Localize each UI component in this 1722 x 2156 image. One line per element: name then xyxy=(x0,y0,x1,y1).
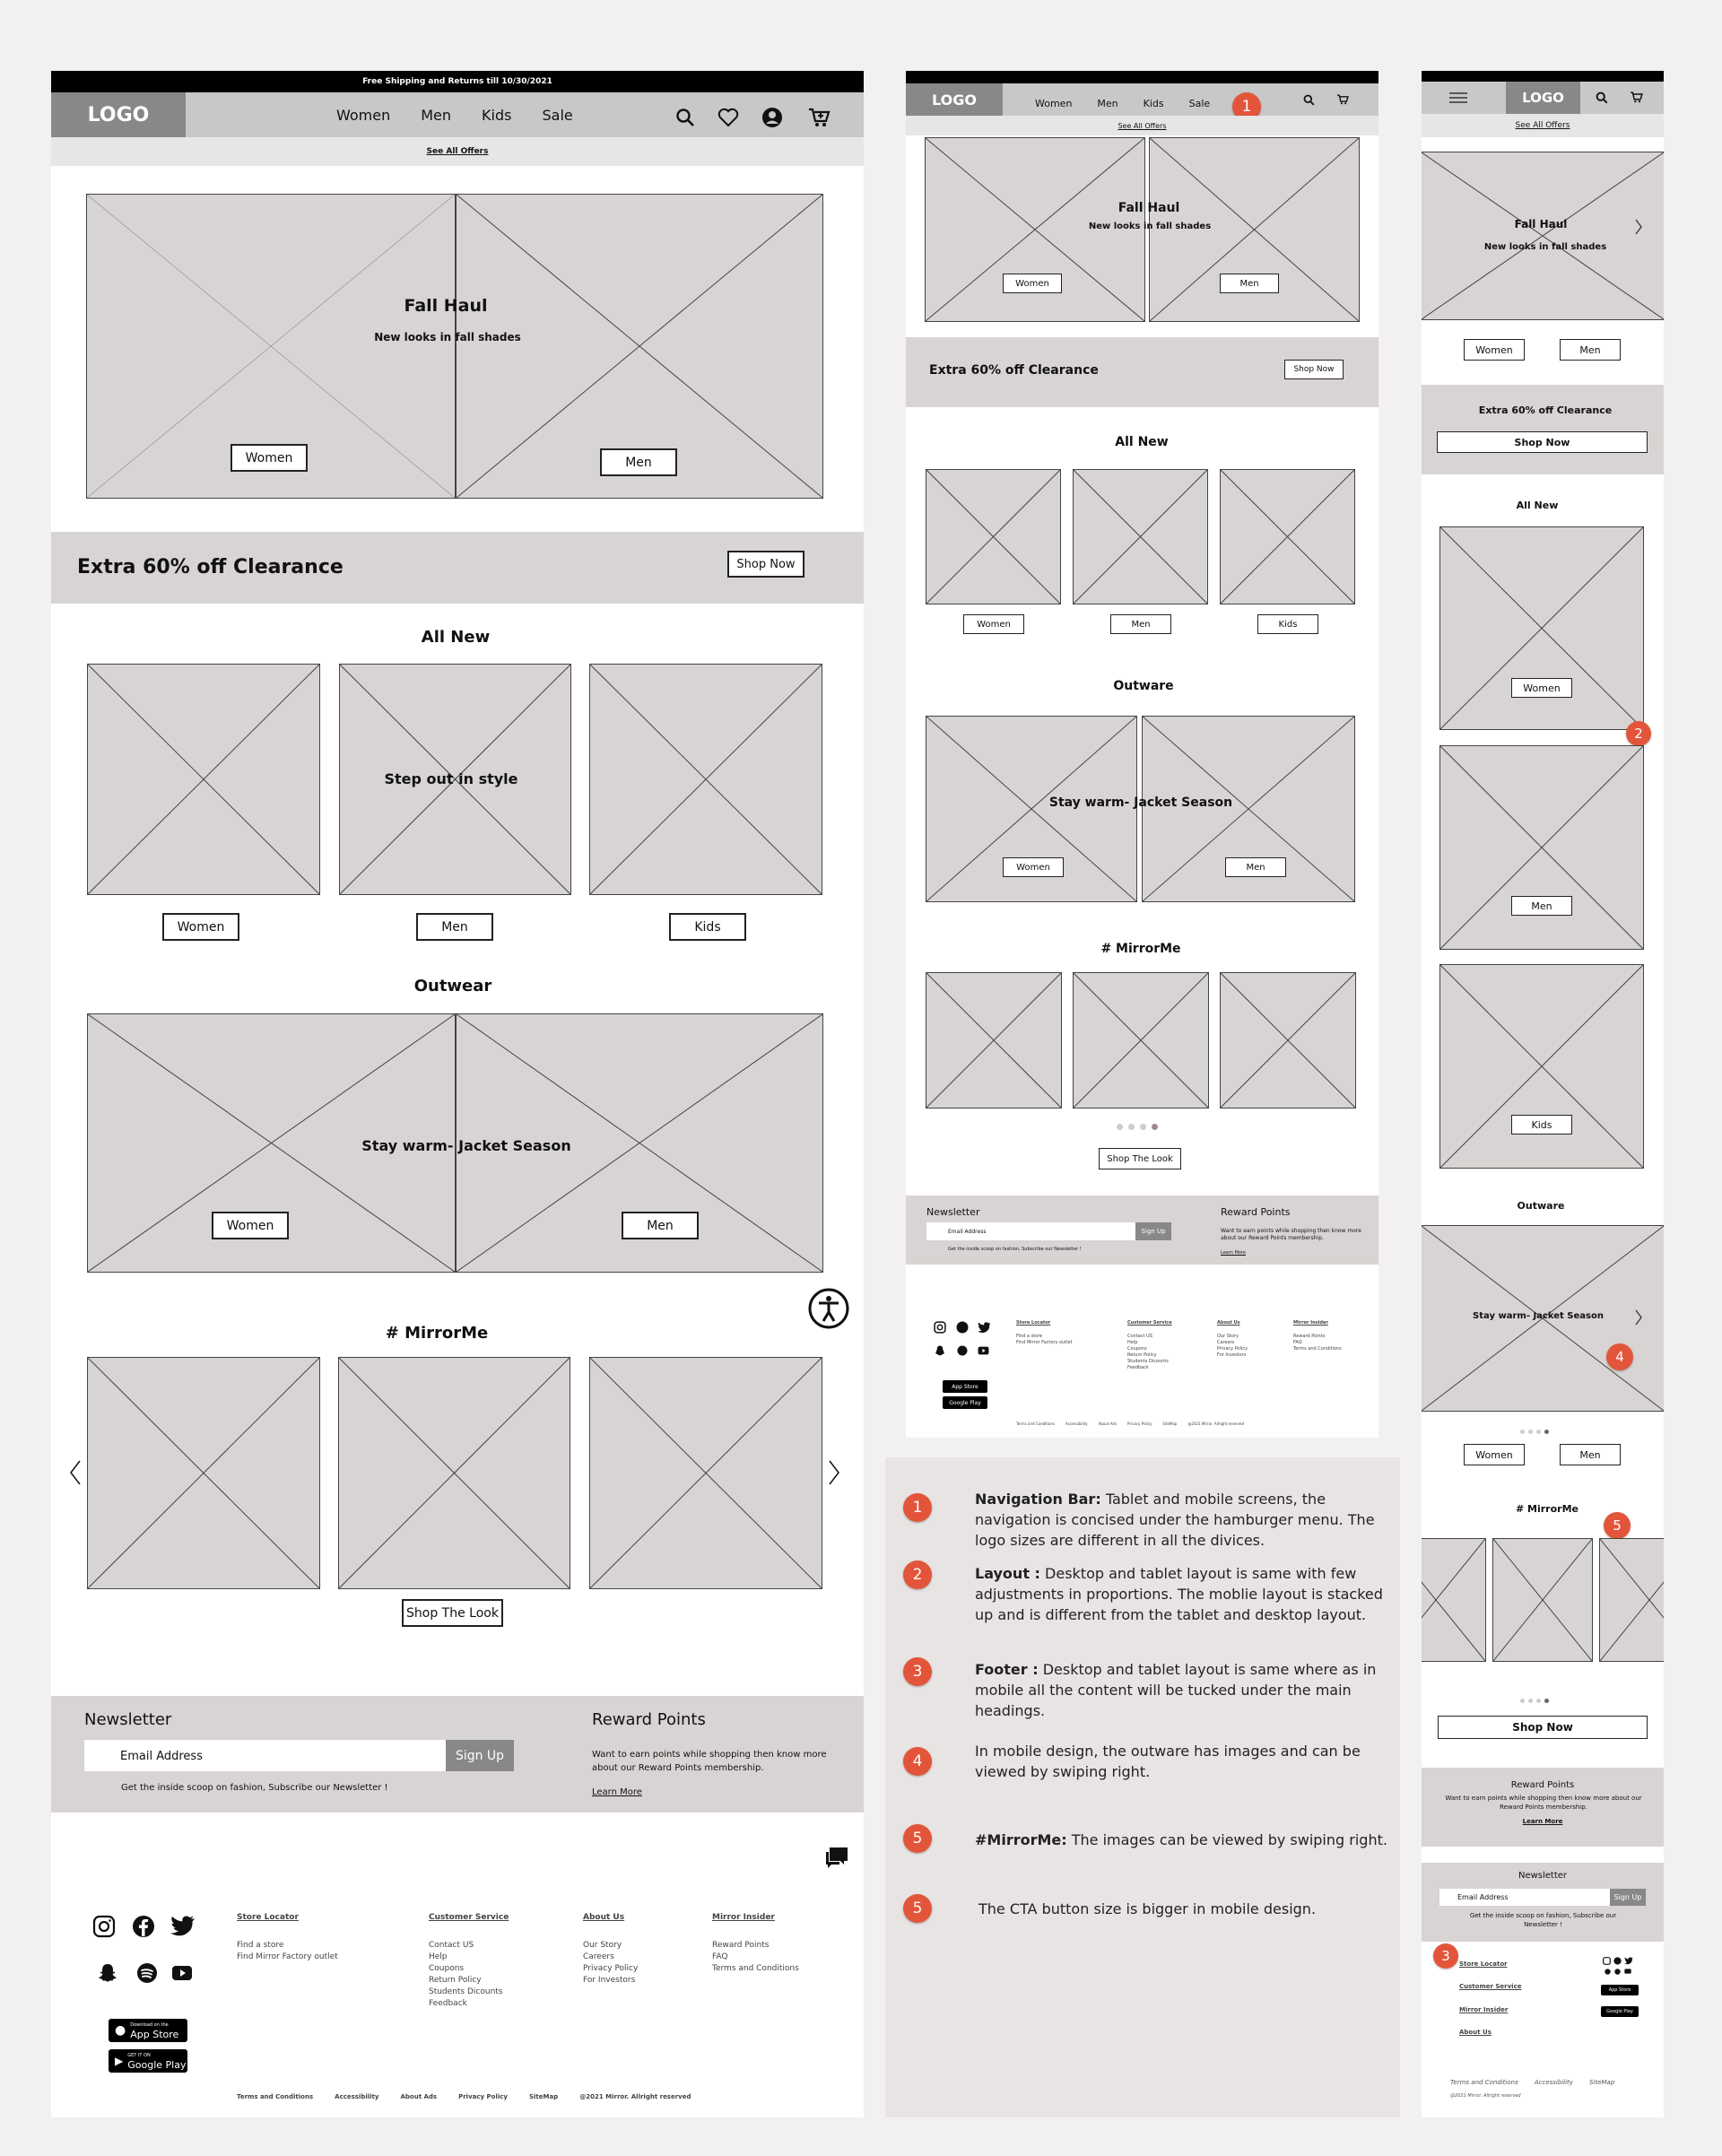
tablet-reward-text: Want to earn points while shopping then know more about our Reward Points membership. xyxy=(1221,1228,1361,1241)
footer-link[interactable]: Help xyxy=(429,1952,448,1961)
mobile-mirrorme-image-3 xyxy=(1599,1538,1664,1662)
tablet-footer-store-links xyxy=(1016,1334,1073,1346)
mobile-footer-about-us[interactable]: About Us xyxy=(1459,2029,1492,2036)
see-all-offers-link[interactable]: See All Offers xyxy=(1118,121,1167,130)
footer-link[interactable]: Careers xyxy=(583,1952,614,1961)
mobile-all-new-heading: All New xyxy=(1516,500,1559,511)
mobile-logo[interactable]: LOGO xyxy=(1506,82,1580,114)
note-badge-3: 3 xyxy=(1433,1943,1458,1969)
mobile-women-button[interactable]: Women xyxy=(1511,678,1572,698)
mobile-search-icon[interactable] xyxy=(1596,91,1608,104)
tablet-all-new-image-1 xyxy=(926,469,1061,604)
note-6 xyxy=(978,1899,1409,1919)
tablet-google-play-badge[interactable]: Google Play xyxy=(943,1396,987,1409)
tablet-footer-about-us[interactable]: About Us xyxy=(1217,1320,1240,1326)
mobile-reward-text: Want to earn points while shopping then know more about our Reward Points membership. xyxy=(1445,1795,1642,1811)
tablet-hero-men-button[interactable]: Men xyxy=(1220,274,1279,293)
announcement-bar xyxy=(51,71,864,92)
app-store-label: App Store xyxy=(130,2028,179,2040)
mobile-mirrorme-shop-now-button[interactable]: Shop Now xyxy=(1438,1716,1648,1739)
tablet-mirrorme-image-1 xyxy=(926,972,1062,1108)
tablet-signup-button[interactable]: Sign Up xyxy=(1135,1222,1171,1240)
note-4-text: In mobile design, the outware has images and can be viewed by swiping right. xyxy=(975,1743,1361,1780)
mobile-hero-men-button[interactable]: Men xyxy=(1560,339,1621,361)
footer-link[interactable]: Feedback xyxy=(1127,1365,1149,1370)
note-3 xyxy=(975,1659,1405,1721)
reward-learn-more-link[interactable]: Learn More xyxy=(592,1787,642,1797)
mobile-shop-now-button[interactable]: Shop Now xyxy=(1437,431,1648,453)
spotify-icon[interactable] xyxy=(136,1962,158,1984)
tablet-kids-button[interactable]: Kids xyxy=(1257,614,1318,634)
bottom-link[interactable]: SiteMap xyxy=(1588,2079,1615,2086)
all-new-heading: All New xyxy=(421,628,491,647)
tablet-youtube-icon[interactable] xyxy=(978,1346,989,1355)
nav-men[interactable]: Men xyxy=(421,106,452,124)
mobile-outwear-men-button[interactable]: Men xyxy=(1560,1444,1621,1465)
mobile-clearance-banner xyxy=(1422,385,1664,474)
footer-link[interactable]: Reward Points xyxy=(712,1941,770,1950)
footer-mirror-insider-links xyxy=(712,1940,799,1975)
note-3-text: Desktop and tablet layout is same where as in mobile all the content will be tucked under the main headings. xyxy=(975,1661,1377,1719)
all-new-image-kids xyxy=(589,664,822,895)
instagram-icon[interactable] xyxy=(92,1915,116,1938)
mobile-app-store-badge[interactable]: App Store xyxy=(1601,1985,1639,1995)
tablet-reward-heading: Reward Points xyxy=(1221,1206,1291,1218)
mobile-outwear-dots[interactable] xyxy=(1518,1421,1551,1438)
tablet-hero-subtitle: New looks in fall shades xyxy=(1088,222,1212,231)
mobile-footer-mirror-insider[interactable]: Mirror Insider xyxy=(1459,2006,1509,2013)
mobile-outwear-overlay: Stay warm- Jacket Season xyxy=(1473,1311,1604,1321)
hero-women-button[interactable]: Women xyxy=(230,444,308,472)
tablet-mirrorme-heading: # MirrorMe xyxy=(1100,942,1181,956)
note-3-title: Footer : xyxy=(975,1661,1039,1678)
mobile-all-new-image-men xyxy=(1439,745,1644,950)
see-all-offers-link[interactable]: See All Offers xyxy=(426,147,489,156)
footer-link[interactable]: Find Mirror Factory outlet xyxy=(237,1952,338,1961)
tablet-footer-customer-service[interactable]: Customer Service xyxy=(1127,1320,1172,1326)
note-badge-1: 1 xyxy=(1232,92,1261,121)
footer-mirror-insider-heading[interactable]: Mirror Insider xyxy=(712,1913,775,1922)
footer-link[interactable]: Reward Points xyxy=(1293,1334,1326,1339)
footer-link[interactable]: Terms and Conditions xyxy=(1293,1346,1342,1352)
mobile-copyright: @2021 Mirror. Allright reserved xyxy=(1450,2093,1521,2099)
note-5-text: The images can be viewed by swiping right. xyxy=(1071,1831,1387,1848)
tablet-footer-about-links xyxy=(1217,1334,1248,1359)
note-badge-3: 3 xyxy=(903,1657,932,1686)
footer-link[interactable]: Return Policy xyxy=(429,1976,482,1985)
bottom-link[interactable]: Terms and Conditions xyxy=(1450,2079,1518,2086)
note-1-title: Navigation Bar: xyxy=(975,1491,1101,1508)
clearance-text: Extra 60% off Clearance xyxy=(77,556,344,578)
outwear-heading: Outwear xyxy=(413,977,492,995)
mobile-facebook-icon[interactable] xyxy=(1613,1957,1622,1965)
nav-kids[interactable]: Kids xyxy=(1143,98,1164,109)
tablet-facebook-icon[interactable] xyxy=(956,1321,969,1334)
newsletter-caption: Get the inside scoop on fashion, Subscribe our Newsletter ! xyxy=(121,1783,388,1793)
tablet-reward-link[interactable]: Learn More xyxy=(1221,1250,1246,1256)
tablet-shop-now-button[interactable]: Shop Now xyxy=(1284,360,1344,379)
footer-link[interactable]: Return Policy xyxy=(1127,1352,1157,1358)
note-4 xyxy=(975,1741,1405,1782)
notes-panel xyxy=(885,1457,1400,2117)
mobile-google-play-badge[interactable]: Google Play xyxy=(1601,2006,1639,2017)
footer-link[interactable]: Students Dicounts xyxy=(429,1987,503,1996)
logo[interactable]: LOGO xyxy=(51,92,186,137)
tablet-hero-women-button[interactable]: Women xyxy=(1003,274,1062,293)
hero-men-button[interactable]: Men xyxy=(600,448,677,476)
tablet-mirrorme-image-3 xyxy=(1220,972,1356,1108)
app-store-small: Download on the xyxy=(130,2021,169,2028)
note-badge-2: 2 xyxy=(903,1560,932,1589)
footer-link[interactable]: For Investors xyxy=(583,1976,636,1985)
note-2-title: Layout : xyxy=(975,1565,1040,1582)
footer-link[interactable]: Coupons xyxy=(429,1964,465,1973)
note-2 xyxy=(975,1563,1405,1625)
all-new-men-button[interactable]: Men xyxy=(416,913,493,941)
hamburger-menu-icon[interactable] xyxy=(1449,91,1467,104)
footer-store-locator-heading[interactable]: Store Locator xyxy=(237,1913,299,1922)
tablet-all-new-heading: All New xyxy=(1115,435,1169,449)
tablet-frame xyxy=(906,71,1378,1438)
footer-link[interactable]: Our Story xyxy=(583,1941,622,1950)
footer-link[interactable]: Find Mirror Factory outlet xyxy=(1016,1340,1073,1345)
youtube-icon[interactable] xyxy=(171,1965,193,1981)
mirrorme-heading: # MirrorMe xyxy=(385,1324,489,1343)
mobile-reward-heading: Reward Points xyxy=(1510,1780,1575,1790)
tablet-twitter-icon[interactable] xyxy=(978,1322,991,1334)
tablet-app-store-badge[interactable]: App Store xyxy=(943,1380,987,1393)
mobile-mirrorme-image-1 xyxy=(1422,1538,1486,1662)
tablet-outwear-women-button[interactable]: Women xyxy=(1003,857,1064,877)
mobile-twitter-icon[interactable] xyxy=(1624,1957,1633,1965)
mobile-hero-next-icon[interactable] xyxy=(1634,218,1643,236)
mobile-kids-button[interactable]: Kids xyxy=(1511,1115,1572,1135)
tablet-search-icon[interactable] xyxy=(1303,94,1315,106)
snapchat-icon[interactable] xyxy=(98,1963,117,1983)
app-store-badge[interactable] xyxy=(109,2019,187,2042)
bottom-link[interactable]: Terms and Conditions xyxy=(1016,1421,1056,1426)
all-new-overlay-text: Step out in style xyxy=(384,770,518,787)
bottom-link[interactable]: Accessibility xyxy=(1065,1421,1088,1426)
mobile-hero-women-button[interactable]: Women xyxy=(1464,339,1525,361)
clearance-shop-now-button[interactable]: Shop Now xyxy=(727,551,804,578)
tablet-newsletter-heading: Newsletter xyxy=(926,1206,980,1218)
footer-link[interactable]: Contact US xyxy=(429,1941,474,1950)
main-nav xyxy=(336,92,573,137)
tablet-hero-title: Fall Haul xyxy=(1118,201,1180,215)
mobile-spotify-icon[interactable] xyxy=(1614,1969,1621,1975)
account-icon[interactable] xyxy=(761,107,783,128)
bottom-link[interactable]: Privacy Policy xyxy=(458,2093,508,2100)
mobile-youtube-icon[interactable] xyxy=(1624,1969,1631,1974)
reward-text: Want to earn points while shopping then know more about our Reward Points membership. xyxy=(592,1750,827,1773)
tablet-all-new-image-3 xyxy=(1220,469,1355,604)
footer-about-us-links xyxy=(583,1940,638,1986)
outwear-women-button[interactable]: Women xyxy=(212,1212,289,1239)
nav-kids[interactable]: Kids xyxy=(482,106,512,124)
play-icon: ▶ xyxy=(115,2055,124,2067)
apple-icon: ● xyxy=(115,2023,126,2038)
mobile-cart-icon[interactable] xyxy=(1630,91,1643,104)
footer-link[interactable]: Careers xyxy=(1217,1340,1235,1345)
bottom-link[interactable]: Terms and Conditions xyxy=(237,2093,314,2100)
note-badge-6: 5 xyxy=(903,1894,932,1923)
note-5 xyxy=(975,1830,1405,1850)
note-2-text: Desktop and tablet layout is same with few adjustments in proportions. The moblie layout is stacked up and is different from the tablet and desktop layout. xyxy=(975,1565,1383,1623)
tablet-offers-bar xyxy=(906,116,1378,135)
note-badge-4: 4 xyxy=(1606,1343,1633,1370)
carousel-prev-icon[interactable] xyxy=(69,1459,82,1486)
see-all-offers-link[interactable]: See All Offers xyxy=(1515,121,1570,130)
footer-link[interactable]: Our Story xyxy=(1217,1334,1239,1339)
carousel-next-icon[interactable] xyxy=(828,1459,840,1486)
mobile-top-bar xyxy=(1422,71,1664,82)
mobile-signup-button[interactable]: Sign Up xyxy=(1610,1889,1646,1906)
mobile-offers-bar xyxy=(1422,114,1664,137)
note-6-text: The CTA button size is bigger in mobile design. xyxy=(978,1900,1317,1917)
mobile-men-button[interactable]: Men xyxy=(1511,896,1572,916)
hero-subtitle: New looks in fall shades xyxy=(374,331,521,343)
tablet-footer-store-locator[interactable]: Store Locator xyxy=(1016,1320,1051,1326)
note-badge-5: 5 xyxy=(903,1824,932,1853)
note-badge-1: 1 xyxy=(903,1493,932,1522)
copyright: @2021 Mirror. Allright reserved xyxy=(579,2093,691,2100)
tablet-shop-the-look-button[interactable]: Shop The Look xyxy=(1099,1148,1181,1169)
note-badge-5: 5 xyxy=(1604,1512,1631,1539)
nav-women[interactable]: Women xyxy=(336,106,391,124)
tablet-newsletter-caption: Get the inside scoop on fashion, Subscribe our Newsletter ! xyxy=(948,1247,1082,1252)
bottom-link[interactable]: Privacy Policy xyxy=(1127,1421,1152,1426)
tablet-women-button[interactable]: Women xyxy=(963,614,1024,634)
google-play-badge[interactable] xyxy=(109,2049,187,2073)
tablet-outwear-overlay: Stay warm- Jacket Season xyxy=(1048,795,1233,810)
nav-sale[interactable]: Sale xyxy=(542,106,573,124)
desktop-frame xyxy=(51,71,864,2117)
footer-bottom-links xyxy=(237,2093,691,2100)
mobile-all-new-image-kids xyxy=(1439,964,1644,1169)
footer-link[interactable]: For Investors xyxy=(1217,1352,1247,1358)
tablet-snapchat-icon[interactable] xyxy=(935,1345,945,1356)
mobile-hero-title: Fall Haul xyxy=(1514,218,1568,230)
tablet-men-button[interactable]: Men xyxy=(1110,614,1171,634)
tablet-logo[interactable]: LOGO xyxy=(906,83,1003,116)
mobile-snapchat-icon[interactable] xyxy=(1605,1969,1611,1975)
copyright: @2021 Mirror. Allright reserved xyxy=(1187,1421,1245,1426)
mobile-mirrorme-heading: # MirrorMe xyxy=(1515,1503,1579,1515)
bottom-link[interactable]: Accessibility xyxy=(335,2093,379,2100)
mobile-outwear-next-icon[interactable] xyxy=(1634,1308,1643,1326)
footer-link[interactable]: Contact US xyxy=(1127,1334,1152,1339)
nav-sale[interactable]: Sale xyxy=(1188,98,1211,109)
reward-heading: Reward Points xyxy=(592,1710,706,1729)
mobile-frame xyxy=(1422,71,1664,2117)
footer-customer-service-heading[interactable]: Customer Service xyxy=(429,1913,509,1922)
tablet-spotify-icon[interactable] xyxy=(957,1345,968,1356)
tablet-footer-mirror-insider[interactable]: Mirror Insider xyxy=(1293,1320,1328,1326)
tablet-top-bar xyxy=(906,71,1378,83)
mobile-outwear-women-button[interactable]: Women xyxy=(1464,1444,1525,1465)
tablet-email-input[interactable]: Email Address xyxy=(926,1222,1137,1240)
mobile-all-new-image-women xyxy=(1439,526,1644,730)
tablet-outware-heading: Outware xyxy=(1113,679,1174,693)
tablet-instagram-icon[interactable] xyxy=(934,1321,946,1334)
mirrorme-image-1 xyxy=(87,1357,320,1589)
all-new-kids-button[interactable]: Kids xyxy=(669,913,746,941)
announcement-text: Free Shipping and Returns till 10/30/2021 xyxy=(362,77,552,86)
mobile-footer-bottom-links xyxy=(1450,2079,1614,2086)
tablet-clearance-text: Extra 60% off Clearance xyxy=(929,363,1099,378)
mobile-email-input[interactable]: Email Address xyxy=(1439,1889,1613,1906)
note-1 xyxy=(975,1489,1405,1551)
hero-title: Fall Haul xyxy=(404,296,488,316)
mobile-hero-image xyxy=(1422,152,1664,320)
newsletter-email-input[interactable]: Email Address xyxy=(84,1740,446,1771)
mobile-mirrorme-image-2 xyxy=(1492,1538,1593,1662)
mobile-mirrorme-dots[interactable] xyxy=(1518,1690,1551,1707)
bottom-link[interactable]: SiteMap xyxy=(1162,1421,1178,1426)
footer-link[interactable]: Privacy Policy xyxy=(583,1964,639,1973)
footer-link[interactable]: Help xyxy=(1127,1340,1138,1345)
mobile-footer-customer-service[interactable]: Customer Service xyxy=(1459,1983,1522,1990)
tablet-footer-bottom-links xyxy=(1016,1421,1244,1426)
footer-store-locator-links xyxy=(237,1940,338,1963)
note-1-text: Tablet and mobile screens, the navigation is concised under the hamburger menu. The logo sizes are different in all the divices. xyxy=(975,1491,1375,1549)
tablet-cart-icon[interactable] xyxy=(1336,93,1349,106)
outwear-overlay-text: Stay warm- Jacket Season xyxy=(361,1137,571,1154)
cart-icon[interactable] xyxy=(807,107,831,128)
mobile-reward-link[interactable]: Learn More xyxy=(1522,1818,1563,1825)
tablet-mirrorme-image-2 xyxy=(1073,972,1209,1108)
footer-link[interactable]: FAQ xyxy=(1293,1340,1302,1345)
shop-the-look-button[interactable]: Shop The Look xyxy=(402,1599,503,1627)
bottom-link[interactable]: About Ads xyxy=(1098,1421,1118,1426)
twitter-icon[interactable] xyxy=(170,1916,196,1937)
tablet-carousel-dots[interactable] xyxy=(1114,1117,1161,1134)
footer-link[interactable]: Feedback xyxy=(429,1999,467,2008)
mobile-outware-heading: Outware xyxy=(1517,1200,1565,1212)
google-play-label: Google Play xyxy=(127,2058,187,2071)
mirrorme-image-3 xyxy=(589,1357,822,1589)
mirrorme-image-2 xyxy=(338,1357,570,1589)
bottom-link[interactable]: About Ads xyxy=(400,2093,438,2100)
offers-bar xyxy=(51,137,864,166)
google-play-small: GET IT ON xyxy=(127,2052,151,2058)
mobile-footer-store-locator[interactable]: Store Locator xyxy=(1459,1960,1508,1968)
newsletter-signup-button[interactable]: Sign Up xyxy=(446,1740,514,1771)
footer-link[interactable]: FAQ xyxy=(712,1952,728,1961)
note-badge-4: 4 xyxy=(903,1747,932,1776)
note-badge-2: 2 xyxy=(1626,721,1651,746)
mobile-newsletter-heading: Newsletter xyxy=(1518,1871,1568,1881)
footer-link[interactable]: Privacy Policy xyxy=(1217,1346,1248,1352)
tablet-nav xyxy=(1035,98,1210,109)
outwear-men-button[interactable]: Men xyxy=(622,1212,699,1239)
footer-customer-service-links xyxy=(429,1940,503,2010)
mobile-hero-subtitle: New looks in fall shades xyxy=(1483,242,1607,252)
facebook-icon[interactable] xyxy=(132,1915,155,1938)
tablet-footer-insider-links xyxy=(1293,1334,1342,1352)
heart-icon[interactable] xyxy=(718,108,739,127)
footer-about-us-heading[interactable]: About Us xyxy=(583,1913,625,1922)
all-new-women-button[interactable]: Women xyxy=(162,913,239,941)
tablet-footer-cs-links xyxy=(1127,1334,1169,1371)
tablet-outwear-men-button[interactable]: Men xyxy=(1225,857,1286,877)
chat-icon[interactable] xyxy=(824,1847,849,1870)
mobile-social-icons xyxy=(1603,1957,1633,1965)
newsletter-heading: Newsletter xyxy=(84,1710,172,1729)
note-5-title: #MirrorMe: xyxy=(975,1831,1067,1848)
footer-link[interactable]: Terms and Conditions xyxy=(712,1964,799,1973)
mobile-newsletter-caption: Get the inside scoop on fashion, Subscribe our Newsletter ! xyxy=(1469,1912,1617,1928)
footer-link[interactable]: Students Dicounts xyxy=(1127,1359,1169,1364)
accessibility-icon[interactable] xyxy=(808,1288,849,1329)
search-icon[interactable] xyxy=(675,108,695,127)
nav-women[interactable]: Women xyxy=(1035,98,1073,109)
mobile-social-icons-2 xyxy=(1605,1969,1631,1975)
nav-men[interactable]: Men xyxy=(1097,98,1118,109)
mobile-instagram-icon[interactable] xyxy=(1603,1957,1611,1965)
mobile-clearance-text: Extra 60% off Clearance xyxy=(1478,404,1613,416)
footer-link[interactable]: Coupons xyxy=(1127,1346,1147,1352)
footer-link[interactable]: Find a store xyxy=(1016,1334,1043,1339)
all-new-image-women xyxy=(87,664,320,895)
bottom-link[interactable]: SiteMap xyxy=(528,2093,559,2100)
bottom-link[interactable]: Accessibility xyxy=(1534,2079,1573,2086)
footer-link[interactable]: Find a store xyxy=(237,1941,284,1950)
tablet-all-new-image-2 xyxy=(1073,469,1208,604)
